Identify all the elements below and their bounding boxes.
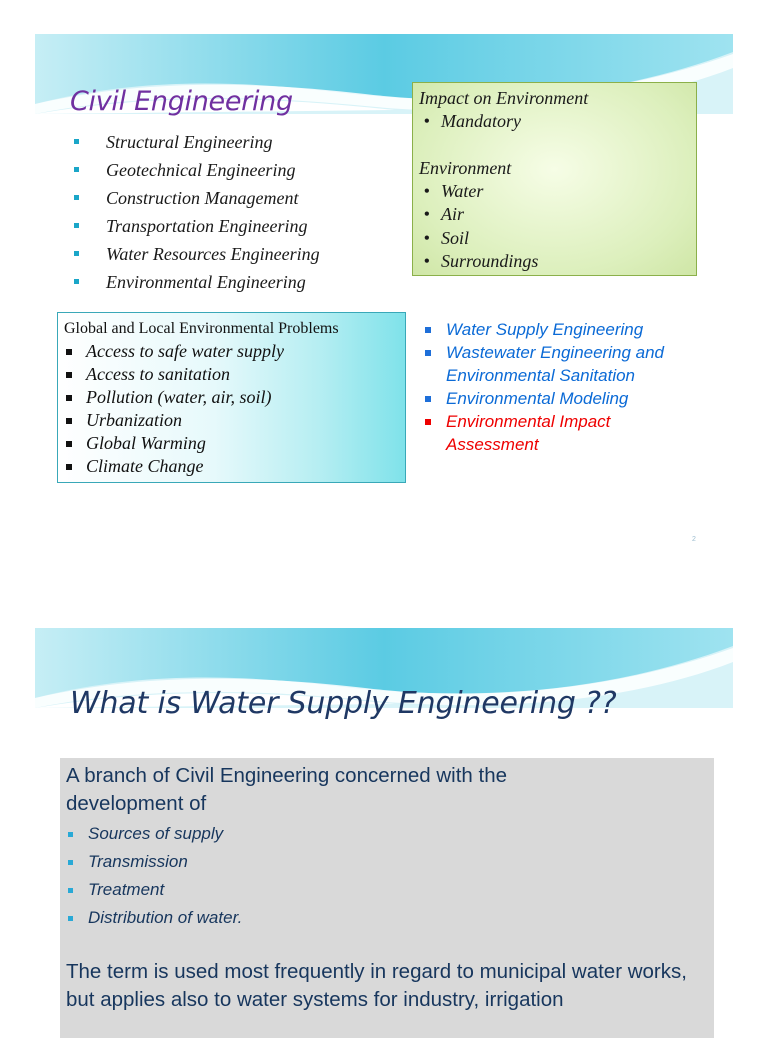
slide-title: Civil Engineering bbox=[70, 86, 293, 117]
list-item-label: Mandatory bbox=[441, 111, 521, 132]
bullet-icon: • bbox=[419, 204, 430, 225]
list-item-label: Access to sanitation bbox=[86, 364, 230, 384]
impact-on-environment-box bbox=[412, 82, 697, 276]
bullet-icon bbox=[74, 223, 79, 228]
bullet-icon bbox=[68, 916, 73, 921]
list-item-label: Water Supply Engineering bbox=[446, 320, 644, 339]
list-item-label: Transmission bbox=[88, 852, 188, 871]
list-item bbox=[64, 363, 405, 386]
list-item bbox=[64, 409, 405, 432]
list-item bbox=[419, 203, 696, 226]
bullet-icon bbox=[74, 195, 79, 200]
list-item bbox=[72, 128, 320, 156]
list-item bbox=[66, 820, 714, 848]
bullet-icon bbox=[68, 860, 73, 865]
bullet-icon: • bbox=[419, 251, 430, 272]
environment-heading: Environment bbox=[419, 157, 512, 178]
list-item bbox=[66, 904, 714, 932]
bullet-icon: • bbox=[419, 227, 430, 248]
list-item-label: Soil bbox=[441, 227, 470, 248]
square-bullet-icon bbox=[66, 464, 72, 470]
definition-closing: The term is used most frequently in regard to municipal water works, but applies also to water systems for industry, irrigation bbox=[66, 960, 687, 1011]
list-item-label: Access to safe water supply bbox=[86, 341, 284, 361]
list-item bbox=[64, 455, 405, 478]
bullet-icon: • bbox=[419, 111, 430, 132]
square-bullet-icon bbox=[66, 349, 72, 355]
square-bullet-icon bbox=[425, 419, 431, 425]
list-item bbox=[424, 318, 706, 341]
list-item-label: Construction Management bbox=[106, 188, 299, 208]
civil-engineering-branches-list bbox=[72, 128, 320, 296]
list-item-label: Treatment bbox=[88, 880, 165, 899]
page-number: 2 bbox=[692, 536, 696, 543]
list-item-label: Structural Engineering bbox=[106, 132, 273, 152]
list-item-label: Urbanization bbox=[86, 410, 183, 430]
square-bullet-icon bbox=[66, 395, 72, 401]
slide-2 bbox=[0, 590, 768, 1024]
bullet-icon bbox=[68, 888, 73, 893]
list-item-label: Air bbox=[441, 204, 465, 225]
problems-list bbox=[64, 340, 405, 478]
list-item bbox=[64, 432, 405, 455]
list-item-label: Transportation Engineering bbox=[106, 216, 308, 236]
list-item-label: Environmental Modeling bbox=[446, 389, 629, 408]
list-item bbox=[424, 341, 706, 387]
bullet-icon bbox=[74, 139, 79, 144]
list-item bbox=[72, 184, 320, 212]
list-item bbox=[419, 180, 696, 203]
square-bullet-icon bbox=[66, 372, 72, 378]
environmental-topics-list bbox=[424, 318, 706, 456]
list-item bbox=[419, 227, 696, 250]
list-item-label: Water Resources Engineering bbox=[106, 244, 320, 264]
list-item-label: Surroundings bbox=[441, 251, 539, 272]
bullet-icon bbox=[74, 279, 79, 284]
problems-box-title: Global and Local Environmental Problems bbox=[64, 320, 339, 337]
definition-box bbox=[60, 758, 714, 1038]
list-item-label: Global Warming bbox=[86, 433, 206, 453]
development-items-list bbox=[66, 820, 714, 932]
list-item bbox=[72, 212, 320, 240]
list-item-label: Environmental Engineering bbox=[106, 272, 306, 292]
list-item-label: Water bbox=[441, 181, 484, 202]
list-item bbox=[64, 386, 405, 409]
square-bullet-icon bbox=[66, 418, 72, 424]
list-item bbox=[72, 268, 320, 296]
square-bullet-icon bbox=[425, 350, 431, 356]
list-item bbox=[419, 110, 696, 133]
bullet-icon bbox=[74, 251, 79, 256]
bullet-icon bbox=[74, 167, 79, 172]
list-item-label: Wastewater Engineering and Environmental Sanitation bbox=[446, 343, 664, 385]
list-item bbox=[64, 340, 405, 363]
list-item-label: Pollution (water, air, soil) bbox=[86, 387, 272, 407]
list-item bbox=[72, 156, 320, 184]
square-bullet-icon bbox=[425, 396, 431, 402]
list-item bbox=[424, 410, 706, 456]
square-bullet-icon bbox=[66, 441, 72, 447]
environmental-problems-box bbox=[57, 312, 406, 483]
square-bullet-icon bbox=[425, 327, 431, 333]
list-item-label: Environmental Impact Assessment bbox=[446, 412, 611, 454]
bullet-icon: • bbox=[419, 181, 430, 202]
list-item-label: Distribution of water. bbox=[88, 908, 243, 927]
list-item bbox=[419, 250, 696, 273]
list-item bbox=[66, 848, 714, 876]
list-item bbox=[72, 240, 320, 268]
slide-title: What is Water Supply Engineering ?? bbox=[70, 686, 617, 721]
list-item-label: Sources of supply bbox=[88, 824, 224, 843]
impact-heading: Impact on Environment bbox=[419, 88, 589, 108]
bullet-icon bbox=[68, 832, 73, 837]
list-item-label: Climate Change bbox=[86, 456, 204, 476]
list-item-label: Geotechnical Engineering bbox=[106, 160, 296, 180]
list-item bbox=[66, 876, 714, 904]
definition-intro: A branch of Civil Engineering concerned with the development of bbox=[66, 764, 508, 815]
list-item bbox=[424, 387, 706, 410]
